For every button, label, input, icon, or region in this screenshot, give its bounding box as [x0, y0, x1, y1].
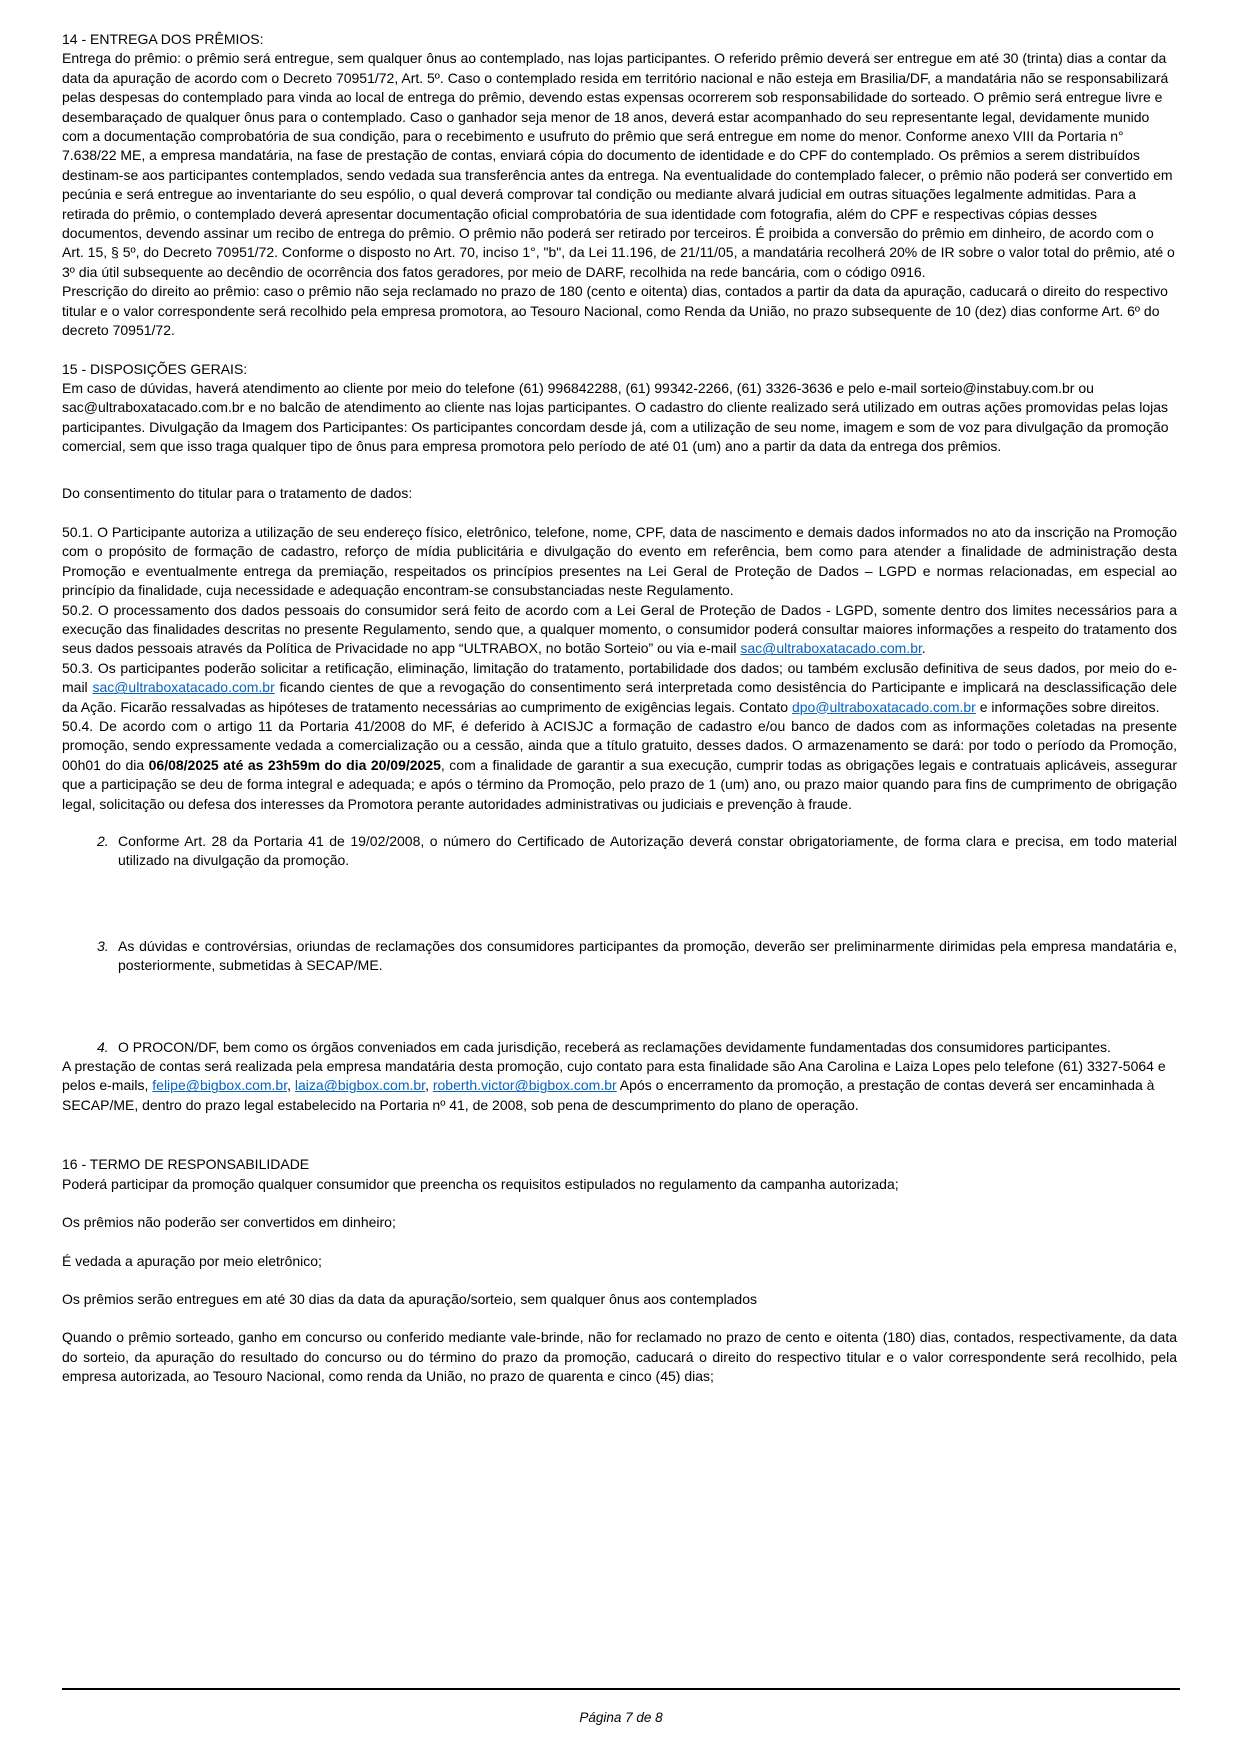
text-run: , — [425, 1077, 433, 1094]
numbered-list — [62, 832, 1177, 1057]
paragraph-50-4 — [62, 717, 1177, 814]
text-run: 50.4. De acordo com o artigo 11 da Portaria 41/2008 do MF, é deferido à ACISJC a formação de cadastro e/ou banco de dados com as informações coletadas na presente promoção, sendo expressamente vedada a comercialização ou a cessão, ainda que a título gratuito, desses dados. O armazenamento se dará: por todo o período da Promoção, 00h01 do dia — [62, 718, 1177, 773]
list-item-4 — [62, 1038, 1177, 1057]
list-item-text: Conforme Art. 28 da Portaria 41 de 19/02/2008, o número do Certificado de Autorização deverá constar obrigatoriamente, de forma clara e precisa, em todo material utilizado na divulgação da promoção. — [118, 833, 1177, 869]
page-number-label: Página 7 de 8 — [579, 1710, 663, 1725]
footer-divider — [62, 1688, 1180, 1690]
section-15-heading: 15 - DISPOSIÇÕES GERAIS: — [62, 360, 248, 377]
text-run: Após o encerramento da promoção, a prestação de contas deverá ser encaminhada à SECAP/ME, dentro do prazo legal estabelecido na Portaria nº 41, de 2008, sob pena de descumprimento do plano de operação. — [62, 1077, 1155, 1113]
paragraph-50-3 — [62, 659, 1177, 717]
section-16-paragraph-3: É vedada a apuração por meio eletrônico; — [62, 1252, 322, 1269]
section-16-paragraph-4: Os prêmios serão entregues em até 30 dias da data da apuração/sorteio, sem qualquer ônus aos contemplados — [62, 1290, 757, 1307]
text-run: A prestação de contas será realizada pela empresa mandatária desta promoção, cujo contato para esta finalidade são Ana Carolina e Laiza Lopes pelo telefone (61) 3327-5064 e pelos e-mails, — [62, 1058, 1166, 1094]
email-link-sac-ultrabox[interactable]: sac@ultraboxatacado.com.br — [740, 640, 922, 657]
section-16-paragraph-1: Poderá participar da promoção qualquer consumidor que preencha os requisitos estipulados no regulamento da campanha autorizada; — [62, 1175, 899, 1192]
section-14-paragraph-prescription: Prescrição do direito ao prêmio: caso o prêmio não seja reclamado no prazo de 180 (cento e oitenta) dias, contados a partir da data da apuração, caducará o direito do respectivo titular e o valor correspondente será recolhido pela empresa promotora, ao Tesouro Nacional, como Renda da União, no prazo subsequente de 10 (dez) dias conforme Art. 6º do decreto 70951/72. — [62, 283, 1168, 339]
paragraph-50-1: 50.1. O Participante autoriza a utilização de seu endereço físico, eletrônico, telefone, nome, CPF, data de nascimento e demais dados informados no ato da inscrição na Promoção com o propósito de formação de cadastro, reforço de mídia publicitária e divulgação do evento em referência, bem como para atender a finalidade de administração desta Promoção e eventualmente entrega da premiação, respeitados os princípios presentes na Lei Geral de Proteção de Dados – LGPD e normas relacionadas, em especial ao princípio da finalidade, cuja necessidade e adequação encontram-se consubstanciadas neste Regulamento. — [62, 523, 1177, 599]
list-item-text: As dúvidas e controvérsias, oriundas de reclamações dos consumidores participantes da promoção, deverão ser preliminarmente dirimidas pela empresa mandatária e, posteriormente, submetidas à SECAP/ME. — [118, 937, 1177, 974]
email-link-sac-ultrabox[interactable]: sac@ultraboxatacado.com.br — [92, 679, 275, 696]
accountability-paragraph — [62, 1057, 1177, 1115]
email-link-dpo-ultrabox[interactable]: dpo@ultraboxatacado.com.br — [791, 698, 976, 715]
text-run: , com a finalidade de garantir a sua execução, cumprir todas as obrigações legais e contratuais aplicáveis, assegurar que a participação se deu de forma integral e adequada; e após o término da Promoção, pelo prazo de 1 (um) ano, ou prazo maior quando para fins de cumprimento de obrigação legal, solicitação ou defesa dos interesses da Promotora perante autoridades administrativas ou judiciais e prevenção à fraude. — [62, 756, 1177, 812]
list-item-number: 4. — [97, 1038, 109, 1055]
list-item-3 — [62, 937, 1177, 976]
text-run: ficando cientes de que a revogação do consentimento será interpretada como desistência do Participante e implicará na desclassificação dele da Ação. Ficarão ressalvadas as hipóteses de tratamento necessárias ao cumprimento de exigências legais. Contato — [62, 679, 1177, 715]
document-content — [62, 30, 1177, 1387]
consent-heading: Do consentimento do titular para o tratamento de dados: — [62, 484, 413, 501]
paragraph-50-2 — [62, 601, 1177, 659]
text-run: , — [287, 1077, 295, 1094]
section-16-paragraph-2: Os prêmios não poderão ser convertidos em dinheiro; — [62, 1214, 396, 1231]
email-link-roberth-bigbox[interactable]: roberth.victor@bigbox.com.br — [432, 1077, 617, 1094]
section-16-heading: 16 - TERMO DE RESPONSABILIDADE — [62, 1156, 310, 1173]
section-15-paragraph: Em caso de dúvidas, haverá atendimento ao cliente por meio do telefone (61) 996842288, (61) 99342-2266, (61) 3326-3636 e pelo e-mail sorteio@instabuy.com.br ou sac@ultraboxatacado.com.br e no balcão de atendimento ao cliente nas lojas participantes. O cadastro do cliente realizado será utilizado em outras ações promovidas pelas lojas participantes. Divulgação da Imagem dos Participantes: Os participantes concordam desde já, com a utilização de seu nome, imagem e som de voz para divulgação da promoção comercial, sem que isso traga qualquer tipo de ônus para empresa promotora pelo período de até 01 (um) ano a partir da data da entrega dos prêmios. — [62, 379, 1169, 455]
text-run: 50.2. O processamento dos dados pessoais do consumidor será feito de acordo com a Lei Geral de Proteção de Dados - LGPD, somente dentro dos limites necessários para a execução das finalidades descritas no presente Regulamento, sendo que, a qualquer momento, o consumidor poderá consultar maiores informações a respeito do tratamento dos seus dados pessoais através da Política de Privacidade no app “ULTRABOX, no botão Sorteio” ou via e-mail — [62, 601, 1177, 657]
list-item-text: O PROCON/DF, bem como os órgãos conveniados em cada jurisdição, receberá as reclamações devidamente fundamentadas dos consumidores participantes. — [118, 1038, 1111, 1055]
email-link-felipe-bigbox[interactable]: felipe@bigbox.com.br — [152, 1077, 288, 1094]
list-item-2 — [62, 832, 1177, 871]
section-14-paragraph-delivery: Entrega do prêmio: o prêmio será entregue, sem qualquer ônus ao contemplado, nas lojas participantes. O referido prêmio deverá ser entregue em até 30 (trinta) dias a contar da data da apuração de acordo com o Decreto 70951/72, Art. 5º. Caso o contemplado resida em território nacional e não esteja em Brasilia/DF, a mandatária não se responsabilizará pelas despesas do contemplado para vinda ao local de entrega do prêmio, devendo estas expensas ocorrerem sob responsabilidade do sorteado. O prêmio será entregue livre e desembaraçado de qualquer ônus para o contemplado. Caso o ganhador seja menor de 18 anos, deverá estar acompanhado do seu representante legal, devidamente munido com a documentação comprobatória de sua condição, para o recebimento e usufruto do prêmio que será entregue em nome do menor. Conforme anexo VIII da Portaria n° 7.638/22 ME, a empresa mandatária, na fase de prestação de contas, enviará cópia do documento de identidade e do CPF do contemplado. Os prêmios a serem distribuídos destinam-se aos participantes contemplados, sendo vedada sua transferência antes da entrega. Na eventualidade do contemplado falecer, o prêmio não poderá ser convertido em pecúnia e será entregue ao inventariante do seu espólio, o qual deverá comprovar tal condição ou mediante alvará judicial em outras situações legalmente admitidas. Para a retirada do prêmio, o contemplado deverá apresentar documentação oficial comprobatória de sua identidade com fotografia, além do CPF e respectivas cópias desses documentos, devendo assinar um recibo de entrega do prêmio. O prêmio não poderá ser retirado por terceiros. É proibida a conversão do prêmio em dinheiro, de acordo com o Art. 15, § 5º, do Decreto 70951/72. Conforme o disposto no Art. 70, inciso 1°, "b", da Lei 11.196, de 21/11/05, a mandatária recolherá 20% de IR sobre o valor total do prêmio, até o 3º dia útil subsequente ao decêndio de ocorrência dos fatos geradores, por meio de DARF, recolhida na rede bancária, com o código 0916. — [62, 50, 1175, 280]
text-run: . — [921, 640, 926, 657]
list-item-number: 2. — [97, 833, 109, 850]
text-run: e informações sobre direitos. — [975, 698, 1160, 715]
text-run: 50.3. Os participantes poderão solicitar a retificação, eliminação, limitação do tratamento, portabilidade dos dados; ou também exclusão definitiva de seus dados, por meio do e-mail — [62, 659, 1177, 696]
list-item-number: 3. — [97, 937, 109, 954]
email-link-laiza-bigbox[interactable]: laiza@bigbox.com.br — [294, 1077, 426, 1094]
section-16-paragraph-5: Quando o prêmio sorteado, ganho em concurso ou conferido mediante vale-brinde, não for reclamado no prazo de cento e oitenta (180) dias, contados, respectivamente, da data do sorteio, da apuração do resultado do concurso ou do término do prazo da promoção, caducará o direito do respectivo titular e o valor correspondente será recolhido, pela empresa autorizada, ao Tesouro Nacional, como renda da União, no prazo de quarenta e cinco (45) dias; — [62, 1329, 1177, 1385]
promotion-period-bold: 06/08/2025 até as 23h59m do dia 20/09/2025 — [148, 756, 441, 773]
section-14-heading: 14 - ENTREGA DOS PRÊMIOS: — [62, 31, 264, 47]
